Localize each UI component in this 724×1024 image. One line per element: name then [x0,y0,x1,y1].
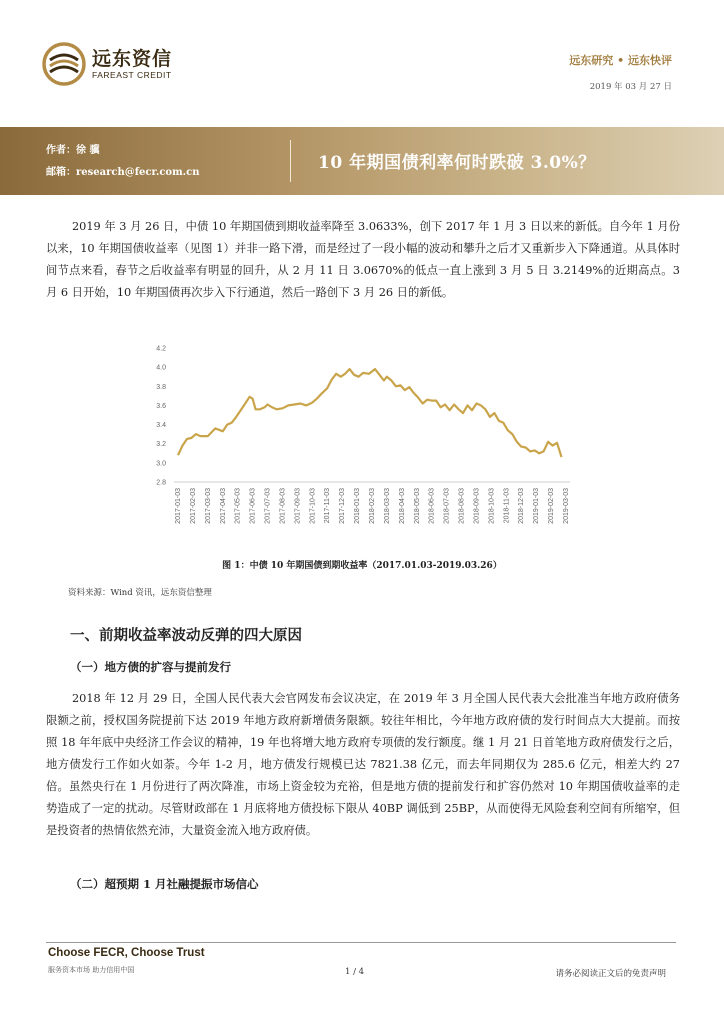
x-tick-label: 2018-04-03 [398,488,406,524]
x-tick-label: 2017-07-03 [264,488,272,524]
section-heading: 一、前期收益率波动反弹的四大原因 [70,627,302,644]
x-tick-label: 2018-10-03 [488,488,496,524]
x-tick-label: 2019-03-03 [563,488,570,524]
x-tick-label: 2017-09-03 [294,488,302,524]
body-paragraph: 2019 年 3 月 26 日，中债 10 年期国债到期收益率降至 3.0633%，创下 2017 年 1 月 3 日以来的新低。自今年 1 月份以来，10 年期国债收益率（见图 1）并非一路下滑，而是经过了一段小幅的波动和攀升之后才又重新步入下降通道。从具体时间节点来看，春节之后收益率有明显的回升，从 2 月 11 日 3.0670%的低点一直上涨到 3 月 5 日 3.2149%的近期高点。3 月 6 日开始，10 年期国债再次步入下行通道，然后一路创下 3 月 26 日的新低。 [46,220,680,299]
x-tick-label: 2017-11-03 [324,488,332,524]
x-tick-label: 2017-10-03 [309,488,317,524]
logo-name-en: FAREAST CREDIT [92,70,172,80]
x-tick-label: 2018-02-03 [369,488,376,524]
yield-line-chart [130,336,580,546]
x-tick-label: 2018-07-03 [443,488,451,524]
y-tick-label: 3.0 [156,460,166,468]
x-tick-label: 2018-03-03 [383,488,391,524]
x-tick-label: 2017-05-03 [234,488,242,524]
logo-name-cn: 远东资信 [92,48,173,70]
x-tick-label: 2019-02-03 [548,488,556,524]
series-line [178,369,562,457]
footer-slogan-cn: 服务资本市场 助力信用中国 [48,966,135,974]
x-tick-label: 2017-12-03 [339,488,347,524]
body-paragraph: 2018 年 12 月 29 日，全国人民代表大会官网发布会议决定，在 2019 年 3 月全国人民代表大会批准当年地方政府债务限额之前，授权国务院提前下达 2019 年地方政府新增债务限额。较往年相比，今年地方政府债的发行时间点大大提前。而按照 18 年年底中央经济工作会议的精神，19 年也将增大地方政府专项债的发行额度。继 1 月 21 日首笔地方政府债发行之后，地方债发行工作如火如荼。今年 1-2 月，地方债发行规模已达 7821.38 亿元，而去年同期仅为 285.6 亿元，相差大约 27 倍。虽然央行在 1 月份进行了两次降准，市场上资金较为充裕，但是地方债的提前发行和扩容仍然对 10 年期国债收益率的走势造成了一定的扰动。尽管财政部在 1 月底将地方债投标下限从 40BP 调低到 25BP，从而使得无风险套利空间有所缩窄，但是投资者的热情依然充沛，大量资金流入地方政府债。 [46,692,680,837]
report-date: 2019 年 03 月 27 日 [589,82,672,92]
x-tick-label: 2018-11-03 [503,488,511,524]
footer-slogan-en: Choose FECR, Choose Trust [48,947,205,959]
report-series: 远东研究 • 远东快评 [569,54,672,67]
footer-divider [46,942,676,943]
x-tick-label: 2018-06-03 [428,488,436,524]
x-tick-label: 2017-01-03 [175,488,182,524]
y-tick-label: 4.0 [156,364,166,372]
x-tick-label: 2018-12-03 [518,488,526,524]
y-tick-label: 3.4 [156,422,166,430]
figure-caption: 图 1：中债 10 年期国债到期收益率（2017.01.03-2019.03.26） [222,561,502,571]
subsection-heading: （一）地方债的扩容与提前发行 [70,660,231,674]
banner-divider [290,140,291,182]
page-number: 1 / 4 [345,967,365,977]
y-tick-label: 3.2 [156,441,166,449]
x-tick-label: 2017-08-03 [279,488,287,524]
x-tick-label: 2018-09-03 [473,488,481,524]
company-logo [42,42,172,86]
x-tick-label: 2017-02-03 [189,488,197,524]
x-tick-label: 2018-05-03 [413,488,421,524]
subsection-heading: （二）超预期 1 月社融提振市场信心 [70,877,259,891]
fecr-logo-icon [42,42,86,86]
x-tick-label: 2017-06-03 [249,488,257,524]
x-tick-label: 2017-03-03 [204,488,212,524]
y-tick-label: 2.8 [156,479,166,487]
data-source: 资料来源：Wind 资讯，远东资信整理 [68,588,212,598]
author: 作者：徐 骥 [46,145,100,156]
x-tick-label: 2018-01-03 [354,488,362,524]
disclaimer-note: 请务必阅读正文后的免责声明 [555,969,666,979]
y-tick-label: 4.2 [156,345,166,353]
y-tick-label: 3.8 [156,383,166,391]
x-tick-label: 2019-01-03 [533,488,541,524]
author-email[interactable]: 邮箱：research@fecr.com.cn [46,167,200,178]
x-tick-label: 2017-04-03 [219,488,227,524]
y-tick-label: 3.6 [156,402,166,410]
x-tick-label: 2018-08-03 [458,488,466,524]
report-title: 10 年期国债利率何时跌破 3.0%？ [318,153,596,173]
